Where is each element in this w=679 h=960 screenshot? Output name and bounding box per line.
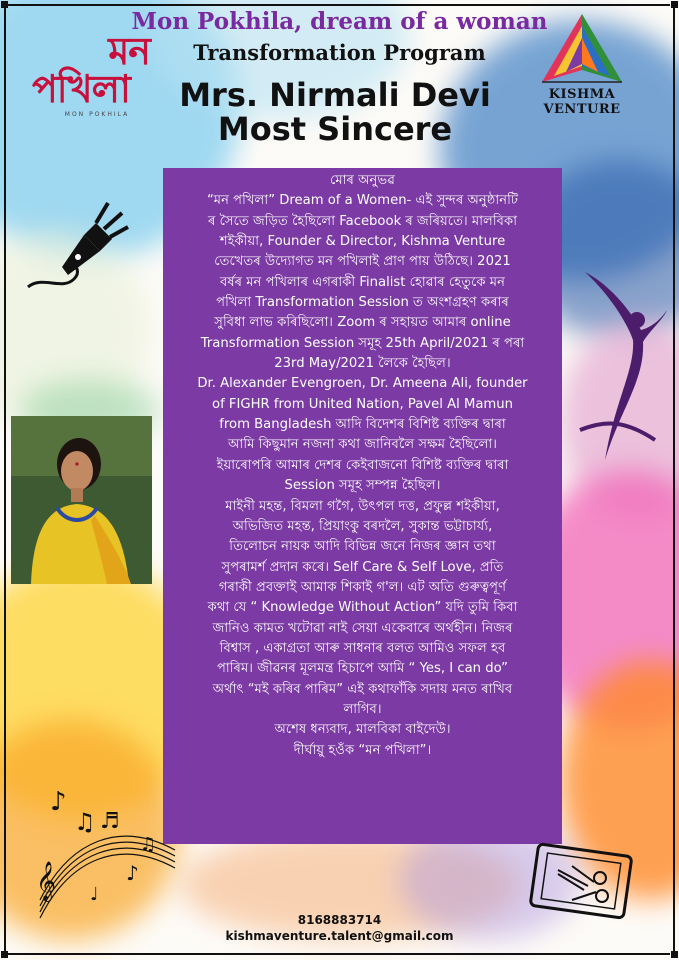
testimonial-line: ইয়াৰোপৰি আমাৰ দেশৰ কেইবাজনো বিশিষ্ট ব্যক্তিৰ দ্বাৰা <box>216 457 509 473</box>
testimonial-line: from Bangladesh আদি বিদেশৰ বিশিষ্ট ব্যক্তিৰ দ্বাৰা <box>219 417 506 433</box>
testimonial-line: Session সমূহ সম্পন্ন হৈছিল। <box>284 478 441 494</box>
testimonial-line: অভিজিত মহন্ত, প্ৰিয়াংকু বৰদলৈ, সুকান্ত ভট্টাচাৰ্য্য, <box>232 518 493 534</box>
fountain-pen-icon <box>22 195 132 305</box>
participant-name: Mrs. Nirmali Devi <box>179 76 491 114</box>
page-subtitle: Transformation Program <box>193 40 486 65</box>
testimonial-line: তেখেতৰ উদ্যোগত মন পখিলাই প্ৰাণ পায় উঠিছে। 2021 <box>214 254 511 270</box>
testimonial-text <box>169 171 556 761</box>
testimonial-line: 23rd May/2021 লৈকে হৈছিল। <box>274 356 451 372</box>
testimonial-line: মাইনী মহন্ত, বিমলা গগৈ, উৎপল দত্ত, প্ৰফুল্ল শইকীয়া, <box>225 498 500 514</box>
testimonial-line: of FIGHR from United Nation, Pavel Al Mamun <box>212 396 513 412</box>
logo-script-line1: মন <box>108 28 150 73</box>
contact-email: kishmaventure.talent@gmail.com <box>225 929 454 943</box>
testimonial-line: কথা যে “ Knowledge Without Action” যদি তুমি কিবা <box>207 600 518 616</box>
participant-tagline: Most Sincere <box>217 110 453 148</box>
testimonial-panel <box>163 168 562 844</box>
testimonial-line: ৰ সৈতে জড়িত হৈছিলো Facebook ৰ জৰিয়তে। মালবিকা <box>207 213 518 229</box>
logo-right-text: KISHMA VENTURE <box>543 87 621 117</box>
testimonial-line: তিলোচন নায়ক আদি বিভিন্ন জনে নিজৰ জ্ঞান তথা <box>229 539 496 555</box>
testimonial-line: গৰাকী প্ৰবক্তাই আমাক শিকাই গ'ল। এট অতি গুৰুত্বপূৰ্ণ <box>218 579 507 595</box>
testimonial-line: অশেষ ধন্যবাদ, মালবিকা বাইদেউ। <box>274 722 451 738</box>
testimonial-line: পখিলা Transformation Session ত অংশগ্ৰহণ কৰাৰ <box>216 295 509 311</box>
svg-text:♪: ♪ <box>50 787 67 817</box>
participant-photo <box>11 416 152 584</box>
testimonial-line: জানিও কামত খটোৱা নাই সেয়া একেবাৰে অৰ্থহীন। নিজৰ <box>212 620 513 636</box>
testimonial-line: লাগিব। <box>343 701 382 717</box>
svg-text:♫: ♫ <box>140 834 157 855</box>
logo-caption: MON POKHILA <box>64 111 130 118</box>
page-title: Mon Pokhila, dream of a woman <box>131 8 548 35</box>
svg-text:𝄞: 𝄞 <box>36 861 57 901</box>
svg-text:♫: ♫ <box>74 808 96 836</box>
svg-text:♩: ♩ <box>90 884 99 905</box>
testimonial-line: মোৰ অনুভৱ <box>330 173 395 188</box>
dancer-icon <box>575 270 670 470</box>
testimonial-line: দীৰ্ঘায়ু হওঁক “মন পখিলা”। <box>293 742 432 758</box>
testimonial-line: বৰ্ষৰ মন পখিলাৰ এগৰাকী Finalist হোৱাৰ হেতুকে মন <box>219 274 506 290</box>
testimonial-line: বিশ্বাস , একাগ্ৰতা আৰু সাধনাৰ বলত আমিও সফল হব <box>219 640 506 656</box>
testimonial-line: সুপৰামৰ্শ প্ৰদান কৰে। Self Care & Self Love, প্ৰতি <box>221 559 504 575</box>
testimonial-line: অৰ্থাৎ “মই কৰিব পাৰিম” এই কথাফাঁকি সদায় মনত ৰাখিব <box>212 681 513 697</box>
logo-script-line2: পখিলা <box>32 66 130 111</box>
testimonial-line: পাৰিম। জীৱনৰ মূলমন্ত্ৰ হিচাপে আমি “ Yes, I can do” <box>216 661 508 677</box>
contact-phone: 8168883714 <box>297 913 382 927</box>
testimonial-line: Dr. Alexander Evengroen, Dr. Ameena Ali, founder <box>197 376 528 392</box>
testimonial-line: Transformation Session সমূহ 25th April/2021 ৰ পৰা <box>200 335 525 351</box>
testimonial-line: সুবিধা লাভ কৰিছিলো। Zoom ৰ সহায়ত আমাৰ online <box>214 315 511 331</box>
music-notes-icon <box>30 780 180 920</box>
testimonial-line: আমি কিছুমান নজনা কথা জানিবলৈ সক্ষম হৈছিলো। <box>228 437 497 453</box>
svg-text:♬: ♬ <box>100 809 120 834</box>
testimonial-line: শইকীয়া, Founder & Director, Kishma Venture <box>219 234 506 250</box>
testimonial-line: “মন পখিলা” Dream of a Women- এই সুন্দৰ অনুষ্ঠানটি <box>206 193 519 209</box>
svg-text:♪: ♪ <box>126 861 139 885</box>
